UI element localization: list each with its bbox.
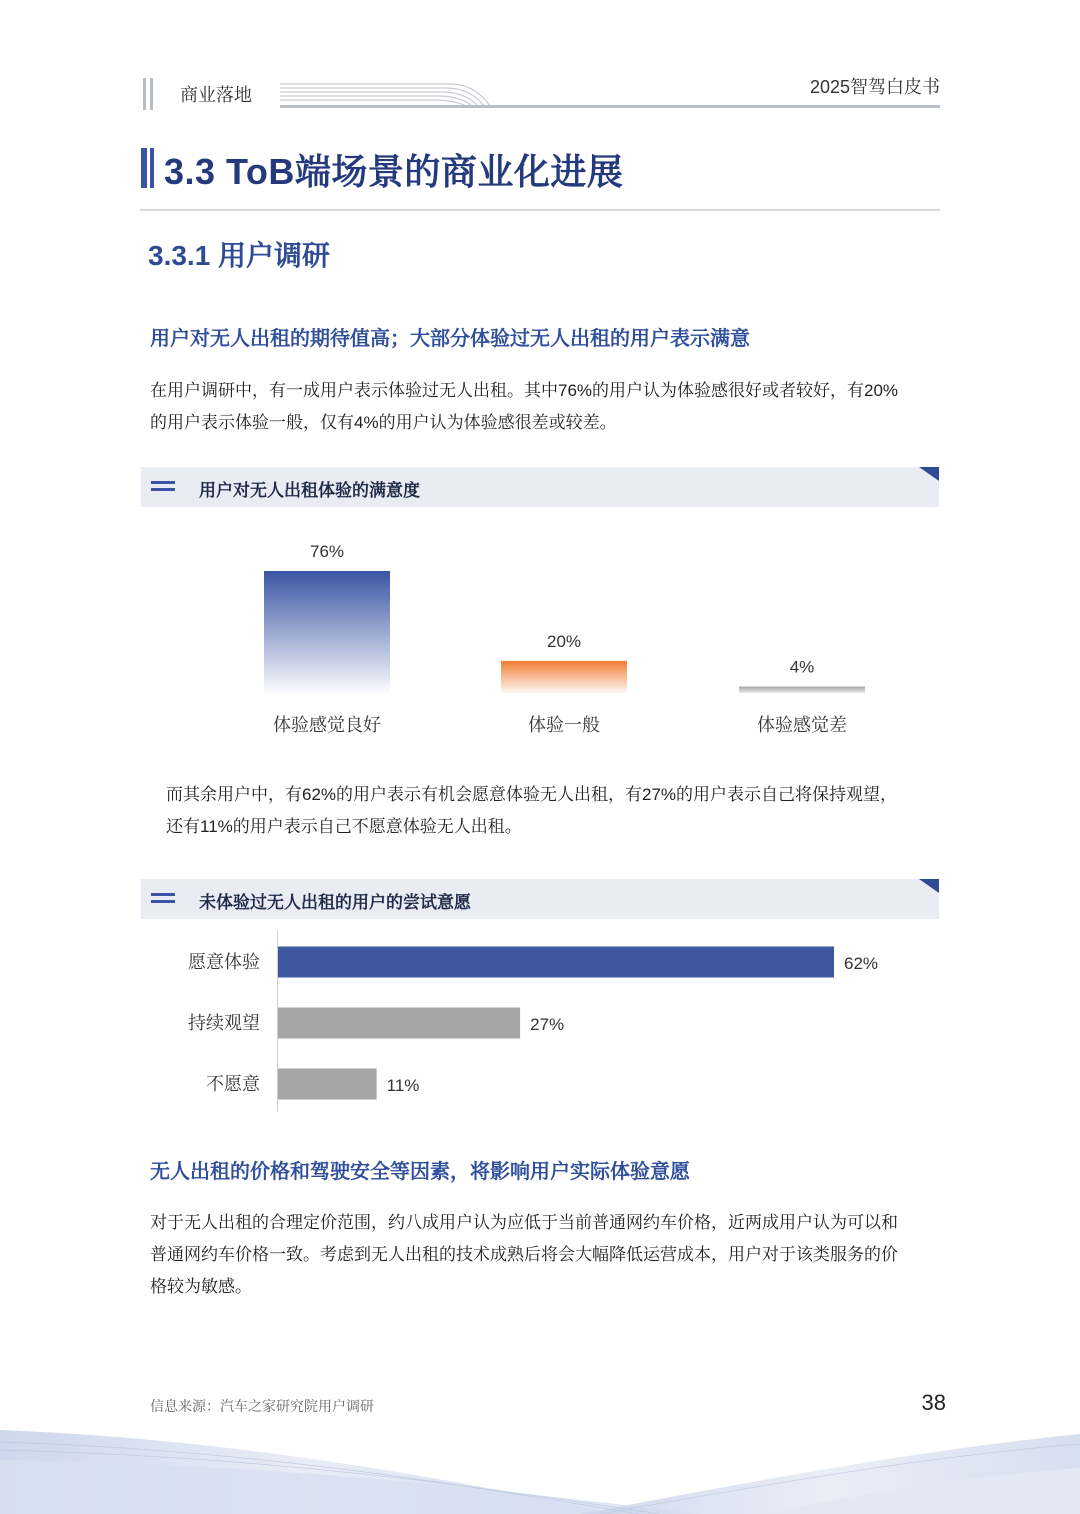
category-label-2: 持续观望 [188,1013,260,1033]
bar-3 [739,687,865,693]
data-label-2: 20% [546,631,582,651]
category-label-3: 体验感觉差 [757,715,847,735]
paragraph-3-line-2: 普通网约车价格一致。考虑到无人出租的技术成熟后将会大幅降低运营成本，用户对于该类服务的价 [150,1245,898,1264]
willingness-bar-chart [141,930,939,1120]
header-publication-title: 2025智驾白皮书 [809,77,940,97]
section-divider [140,209,940,211]
bar-1 [264,571,390,693]
category-label-2: 体验一般 [528,715,600,735]
chart2-title: 未体验过无人出租的用户的尝试意愿 [199,893,471,912]
footer-wave-decoration [0,1420,1080,1514]
satisfaction-bar-chart [141,520,939,760]
finding-heading-2: 无人出租的价格和驾驶安全等因素，将影响用户实际体验意愿 [150,1161,690,1183]
paragraph-2 [166,779,956,843]
data-label-3: 11% [386,1076,420,1095]
page-number: 38 [921,1390,946,1415]
bar-3 [278,1069,377,1100]
category-label-1: 愿意体验 [188,952,260,972]
source-note: 信息来源：汽车之家研究院用户调研 [150,1398,374,1414]
paragraph-3-line-3: 格较为敏感。 [150,1277,252,1296]
header-section-label: 商业落地 [180,85,252,105]
paragraph-1-line-1: 在用户调研中，有一成用户表示体验过无人出租。其中76%的用户认为体验感很好或者较好，有20% [150,381,899,400]
category-label-1: 体验感觉良好 [273,715,381,735]
chart2-title-strip [141,879,939,919]
subsection-title: 3.3.1 用户调研 [148,240,331,271]
section-title-bar [141,148,157,188]
paragraph-2-line-2: 还有11%的用户表示自己不愿意体验无人出租。 [166,817,522,836]
paragraph-3-line-1: 对于无人出租的合理定价范围，约八成用户认为应低于当前普通网约车价格，近两成用户认为可以和 [150,1213,898,1232]
bar-2 [501,661,627,693]
menu-lines-icon [151,893,175,905]
chart1-title: 用户对无人出租体验的满意度 [199,481,420,500]
corner-triangle-icon [919,879,939,893]
bar-2 [278,1008,520,1039]
data-label-3: 4% [789,657,815,677]
header-bars-decoration [143,78,155,110]
bar-1 [278,947,834,978]
data-label-2: 27% [530,1015,565,1034]
paragraph-1 [150,375,940,439]
menu-lines-icon [151,481,175,493]
section-title: 3.3 ToB端场景的商业化进展 [164,151,624,192]
data-label-1: 76% [309,542,345,561]
chart1-title-strip [141,467,939,507]
paragraph-3 [150,1207,940,1303]
paragraph-2-line-1: 而其余用户中，有62%的用户表示有机会愿意体验无人出租，有27%的用户表示自己将保持观望， [166,785,898,804]
data-label-1: 62% [844,954,879,973]
paragraph-1-line-2: 的用户表示体验一般，仅有4%的用户认为体验感很差或较差。 [150,413,617,432]
category-label-3: 不愿意 [206,1074,260,1094]
finding-heading-1: 用户对无人出租的期待值高；大部分体验过无人出租的用户表示满意 [150,328,750,350]
corner-triangle-icon [919,467,939,481]
